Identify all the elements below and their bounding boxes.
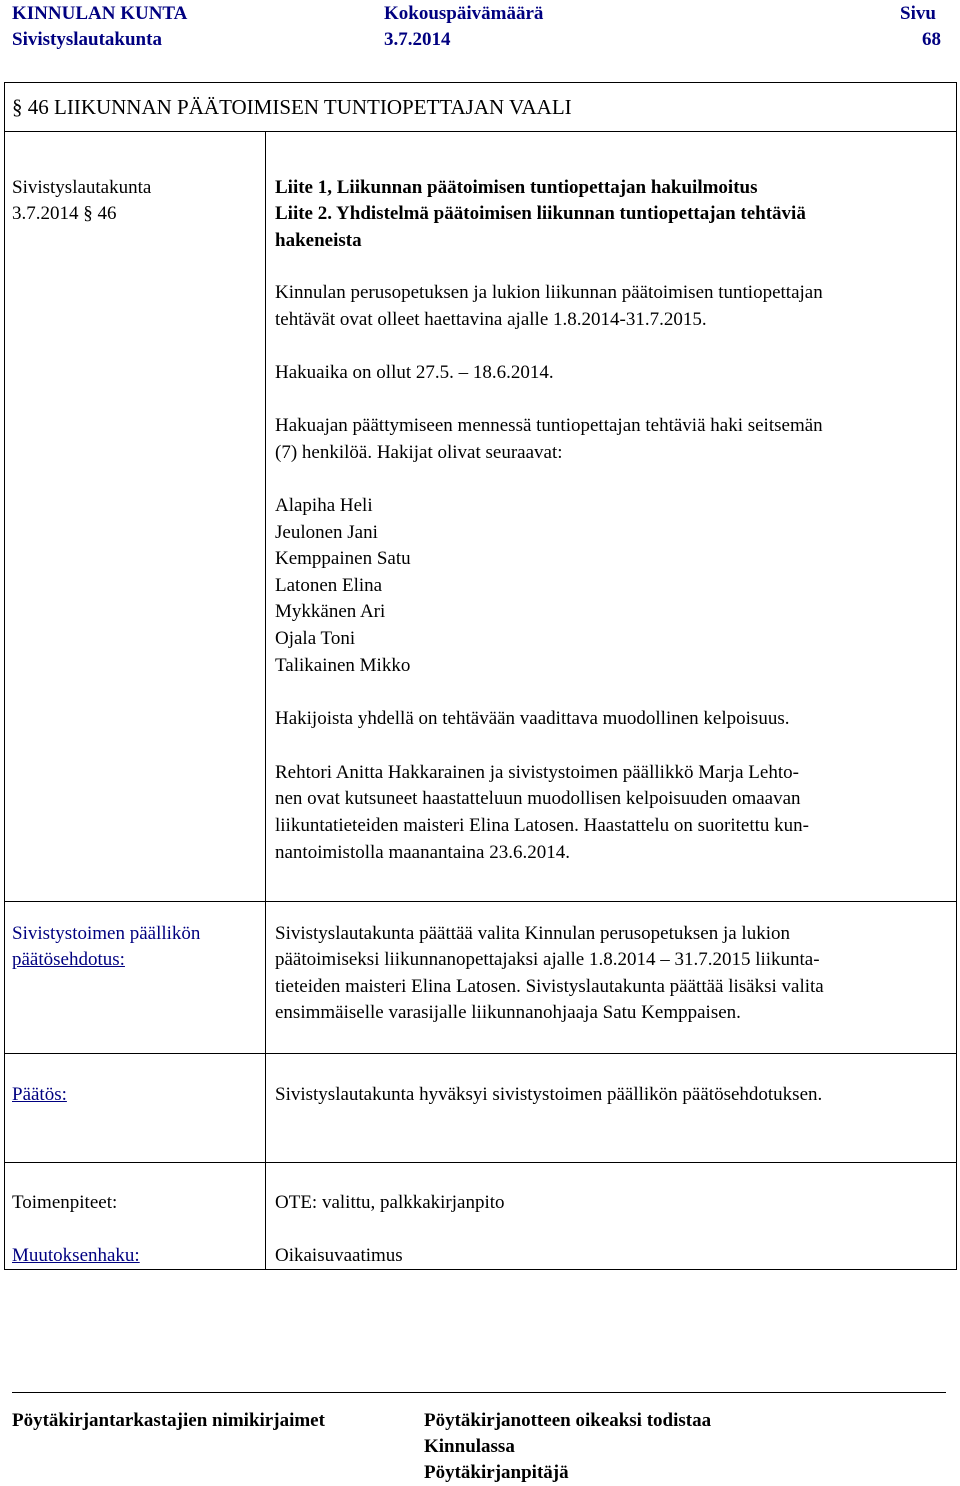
paragraph-5-line-2: nen ovat kutsuneet haastatteluun muodollisen kelpoisuuden omaavan (275, 788, 801, 809)
title-bottom-rule (4, 131, 956, 132)
page-label: Sivu (900, 3, 936, 24)
reference-board: Sivistyslautakunta (12, 177, 152, 198)
table-top-rule (4, 82, 956, 83)
appeal-label: Muutoksenhaku: (12, 1245, 140, 1266)
attachment-1: Liite 1, Liikunnan päätoimisen tuntiopettajan hakuilmoitus (275, 177, 758, 198)
list-item: Jeulonen Jani (275, 521, 378, 543)
proposal-bottom-rule (4, 1053, 956, 1054)
paragraph-5-line-3: liikuntatieteiden maisteri Elina Latosen. Haastattelu on suoritettu kun- (275, 815, 809, 836)
decision-label: Päätös: (12, 1084, 67, 1105)
footer-rule (12, 1392, 946, 1393)
paragraph-4: Hakijoista yhdellä on tehtävään vaadittava muodollinen kelpoisuus. (275, 708, 790, 729)
list-item: Ojala Toni (275, 627, 356, 649)
list-item: Alapiha Heli (275, 495, 373, 516)
decision-text: Sivistyslautakunta hyväksyi sivistystoimen päällikön päätösehdotuksen. (275, 1084, 823, 1105)
paragraph-3-line-1: Hakuajan päättymiseen mennessä tuntiopettajan tehtäviä haki seitsemän (275, 415, 823, 436)
proposal-text-line-1: Sivistyslautakunta päättää valita Kinnulan perusopetuksen ja lukion (275, 923, 790, 944)
attachment-2-line-2: hakeneista (275, 230, 362, 251)
paragraph-2: Hakuaika on ollut 27.5. – 18.6.2014. (275, 362, 554, 383)
paragraph-5-line-4: nantoimistolla maanantaina 23.6.2014. (275, 842, 570, 863)
proposal-text-line-3: tieteiden maisteri Elina Latosen. Sivistyslautakunta päättää lisäksi valita (275, 976, 824, 997)
footer-certification: Pöytäkirjanotteen oikeaksi todistaa (424, 1410, 712, 1431)
decision-bottom-rule (4, 1162, 956, 1163)
proposal-text-line-4: ensimmäiselle varasijalle liikunnanohjaaja Satu Kemppaisen. (275, 1002, 741, 1023)
proposal-label-line-1: Sivistystoimen päällikön (12, 923, 201, 944)
list-item: Kemppainen Satu (275, 548, 411, 570)
column-divider (265, 131, 266, 1270)
footer-place: Kinnulassa (424, 1436, 515, 1457)
actions-text: OTE: valittu, palkkakirjanpito (275, 1192, 505, 1213)
attachment-2-line-1: Liite 2. Yhdistelmä päätoimisen liikunnan tuntiopettajan tehtäviä (275, 203, 806, 224)
list-item: Latonen Elina (275, 574, 383, 596)
paragraph-1-line-1: Kinnulan perusopetuksen ja lukion liikunnan päätoimisen tuntiopettajan (275, 282, 823, 303)
appeal-text: Oikaisuvaatimus (275, 1245, 403, 1266)
board-name: Sivistyslautakunta (12, 29, 162, 50)
paragraph-3-line-2: (7) henkilöä. Hakijat olivat seuraavat: (275, 442, 563, 463)
applicant-list (275, 493, 945, 679)
proposal-label-line-2: päätösehdotus: (12, 949, 125, 970)
municipality-name: KINNULAN KUNTA (12, 3, 188, 24)
actions-label: Toimenpiteet: (12, 1192, 118, 1213)
list-item: Talikainen Mikko (275, 654, 411, 676)
paragraph-1-line-2: tehtävät ovat olleet haettavina ajalle 1.8.2014-31.7.2015. (275, 309, 707, 330)
footer-secretary: Pöytäkirjanpitäjä (424, 1462, 569, 1483)
proposal-text-line-2: päätoimiseksi liikunnanopettajaksi ajalle 1.8.2014 – 31.7.2015 liikunta- (275, 949, 820, 970)
table-right-rule (956, 82, 957, 1270)
meeting-date-label: Kokouspäivämäärä (384, 3, 544, 24)
paragraph-5-line-1: Rehtori Anitta Hakkarainen ja sivistystoimen päällikkö Marja Lehto- (275, 762, 799, 783)
reference-section: 3.7.2014 § 46 (12, 203, 117, 224)
meeting-date: 3.7.2014 (384, 29, 451, 50)
list-item: Mykkänen Ari (275, 601, 386, 623)
footer-inspectors-initials: Pöytäkirjantarkastajien nimikirjaimet (12, 1410, 325, 1431)
page-number: 68 (922, 29, 941, 50)
body-bottom-rule (4, 901, 956, 902)
table-left-rule (4, 82, 5, 1270)
section-title: § 46 LIIKUNNAN PÄÄTOIMISEN TUNTIOPETTAJAN VAALI (12, 95, 572, 119)
table-bottom-rule (4, 1269, 956, 1270)
